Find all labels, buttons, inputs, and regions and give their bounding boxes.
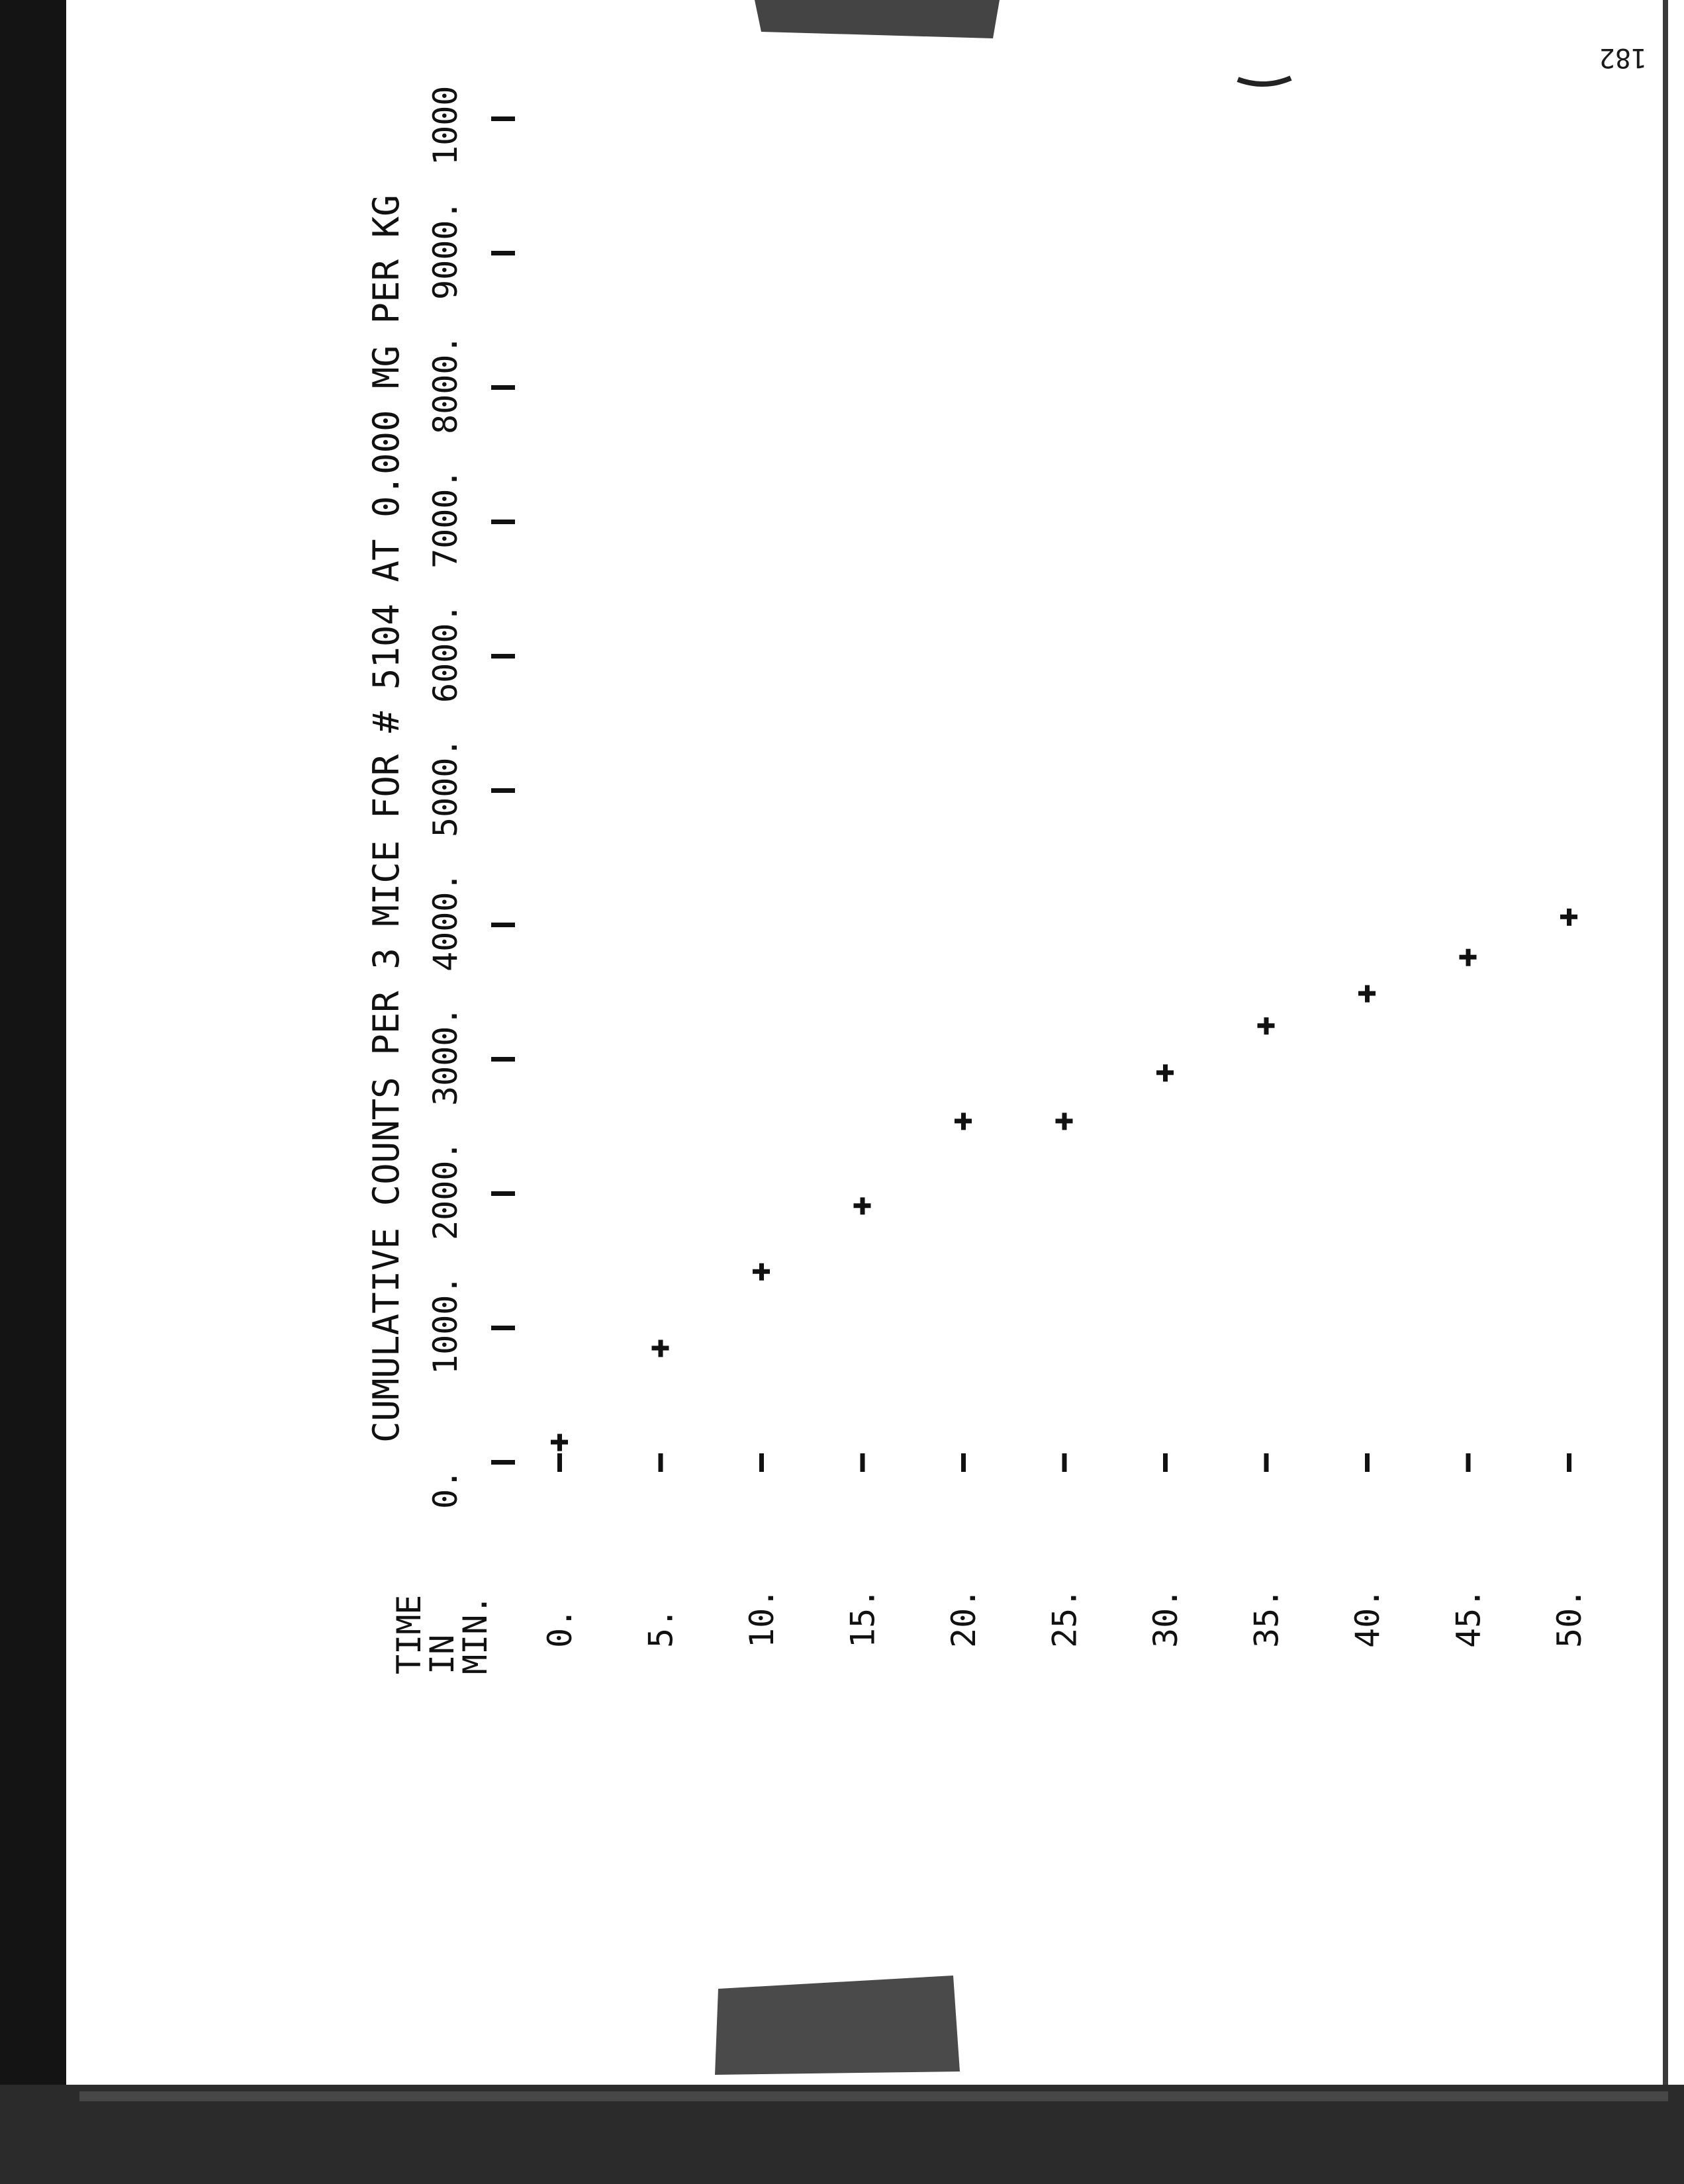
y-tick-mark xyxy=(491,923,515,927)
data-point-v-stroke xyxy=(753,1269,770,1274)
data-point xyxy=(753,1263,770,1281)
data-point xyxy=(1156,1064,1174,1081)
y-tick-mark xyxy=(491,654,515,659)
y-tick-label: 3000. xyxy=(426,1006,465,1106)
y-tick-label: 4000. xyxy=(426,872,465,972)
data-point xyxy=(1560,909,1577,926)
x-tick-label: 30. xyxy=(1146,1588,1185,1648)
x-tick-mark xyxy=(1264,1453,1269,1472)
x-tick-label: 40. xyxy=(1348,1588,1387,1648)
x-tick-label: 35. xyxy=(1247,1588,1286,1648)
data-point xyxy=(1460,949,1477,966)
page-number: 182 xyxy=(1599,42,1648,73)
x-tick-mark xyxy=(1163,1453,1168,1472)
y-tick-label: 1000. xyxy=(426,1275,465,1375)
x-axis-title-line: MIN. xyxy=(456,1594,494,1674)
y-tick-mark xyxy=(491,1057,515,1062)
y-tick-mark xyxy=(491,116,515,121)
x-tick-label: 25. xyxy=(1045,1588,1084,1648)
x-axis xyxy=(541,1453,1642,1648)
chart-rotated-container xyxy=(285,7,1642,1754)
x-tick-mark xyxy=(1466,1453,1471,1472)
y-tick-label: 7000. xyxy=(426,469,465,569)
right-edge-line xyxy=(1663,0,1668,2085)
data-point-v-stroke xyxy=(1056,1118,1073,1123)
y-tick-mark xyxy=(491,1460,515,1465)
y-tick-mark xyxy=(491,1326,515,1330)
data-point xyxy=(1056,1113,1073,1130)
x-tick-mark xyxy=(1365,1453,1370,1472)
y-axis xyxy=(426,86,515,1509)
data-point-v-stroke xyxy=(1156,1070,1174,1075)
data-point xyxy=(1358,985,1376,1003)
data-point xyxy=(955,1113,972,1130)
bottom-scan-noise xyxy=(79,2091,1668,2101)
x-tick-mark xyxy=(961,1453,966,1472)
x-axis-title-line: IN xyxy=(423,1634,461,1674)
data-point xyxy=(854,1197,871,1214)
x-tick-label: 0. xyxy=(541,1608,579,1648)
x-tick-mark xyxy=(1567,1453,1571,1472)
y-tick-label: 0. xyxy=(426,1469,465,1509)
x-tick-label: 45. xyxy=(1449,1588,1488,1648)
data-points xyxy=(551,892,1642,1451)
y-tick-mark xyxy=(491,251,515,255)
x-axis-title xyxy=(390,1595,494,1674)
y-tick-mark xyxy=(491,385,515,390)
chart-title: CUMULATIVE COUNTS PER 3 MICE FOR # 5104 AT 0.000 MG PER KG xyxy=(365,195,407,1443)
x-tick-label: 15. xyxy=(843,1588,882,1648)
x-tick-label: 5. xyxy=(641,1608,680,1648)
data-point-v-stroke xyxy=(1460,955,1477,960)
x-tick-label: 10. xyxy=(743,1588,781,1648)
y-tick-mark xyxy=(491,1191,515,1196)
data-point xyxy=(1258,1017,1275,1034)
data-point-v-stroke xyxy=(854,1203,871,1208)
y-tick-mark xyxy=(491,788,515,793)
bottom-tape-mark xyxy=(715,1976,960,2075)
y-tick-label: 5000. xyxy=(426,737,465,837)
y-tick-mark xyxy=(491,520,515,524)
y-tick-label: 2000. xyxy=(426,1140,465,1240)
y-tick-label: 6000. xyxy=(426,603,465,703)
data-point-v-stroke xyxy=(652,1345,669,1350)
data-point-v-stroke xyxy=(1560,915,1577,919)
x-tick-mark xyxy=(759,1453,764,1472)
data-point-v-stroke xyxy=(955,1118,972,1123)
x-tick-mark xyxy=(659,1453,663,1472)
data-point xyxy=(652,1340,669,1357)
data-point xyxy=(551,1434,568,1451)
x-tick-label: 50. xyxy=(1550,1588,1589,1648)
data-point-v-stroke xyxy=(551,1440,568,1445)
left-scan-border xyxy=(0,0,66,2184)
x-tick-mark xyxy=(1062,1453,1067,1472)
scatter-chart xyxy=(285,7,1642,1754)
y-tick-label: 1000 xyxy=(426,85,465,165)
y-tick-label: 8000. xyxy=(426,334,465,434)
y-tick-label: 9000. xyxy=(426,200,465,300)
data-point-v-stroke xyxy=(1258,1023,1275,1028)
x-tick-mark xyxy=(861,1453,865,1472)
x-axis-title-line: TIME xyxy=(390,1594,428,1674)
data-point-v-stroke xyxy=(1358,991,1376,996)
x-tick-mark xyxy=(557,1453,562,1472)
x-tick-label: 20. xyxy=(945,1588,983,1648)
